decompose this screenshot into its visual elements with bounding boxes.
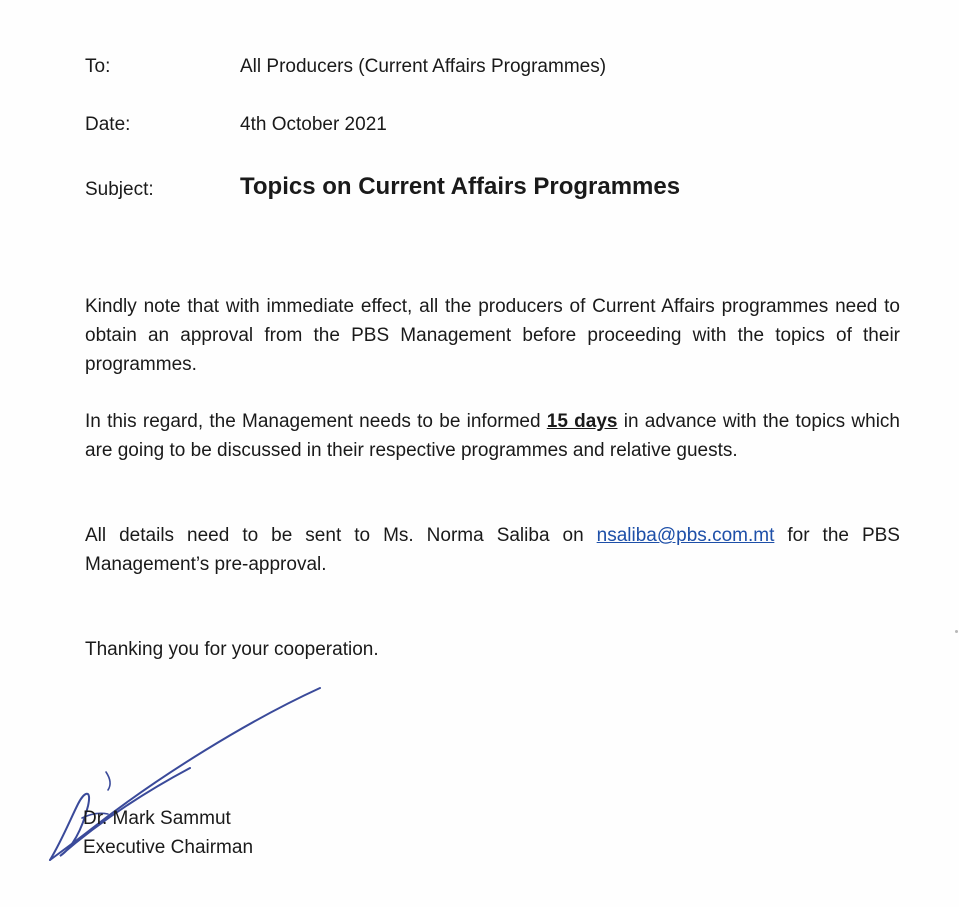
signatory-title: Executive Chairman bbox=[83, 837, 254, 858]
paragraph-contact bbox=[85, 521, 900, 579]
paragraph-advance-notice bbox=[85, 407, 900, 465]
signatory-name: Dr. Mark Sammut bbox=[83, 808, 231, 829]
to-label: To: bbox=[85, 56, 111, 77]
subject-value: Topics on Current Affairs Programmes bbox=[240, 173, 681, 200]
closing-line: Thanking you for your cooperation. bbox=[85, 639, 379, 660]
paragraph-approval-notice: Kindly note that with immediate effect, all the producers of Current Affairs programmes need to obtain an approval from the PBS Management before proceeding with the topics of their programmes. bbox=[85, 296, 900, 375]
date-value: 4th October 2021 bbox=[240, 114, 387, 135]
para3-text-before: All details need to be sent to Ms. Norma Saliba on bbox=[85, 525, 597, 546]
para3-text-after: for the PBS Management’s pre-approval. bbox=[85, 525, 900, 575]
scan-speck bbox=[955, 630, 958, 633]
para2-text-before: In this regard, the Management needs to be informed bbox=[85, 411, 547, 432]
deadline-emphasis: 15 days bbox=[546, 411, 618, 432]
para2-text-after: in advance with the topics which are going to be discussed in their respective programmes and relative guests. bbox=[85, 411, 900, 461]
subject-label: Subject: bbox=[85, 179, 154, 200]
email-link[interactable]: nsaliba@pbs.com.mt bbox=[596, 525, 775, 546]
date-label: Date: bbox=[85, 114, 131, 135]
to-value: All Producers (Current Affairs Programmes) bbox=[240, 56, 607, 77]
